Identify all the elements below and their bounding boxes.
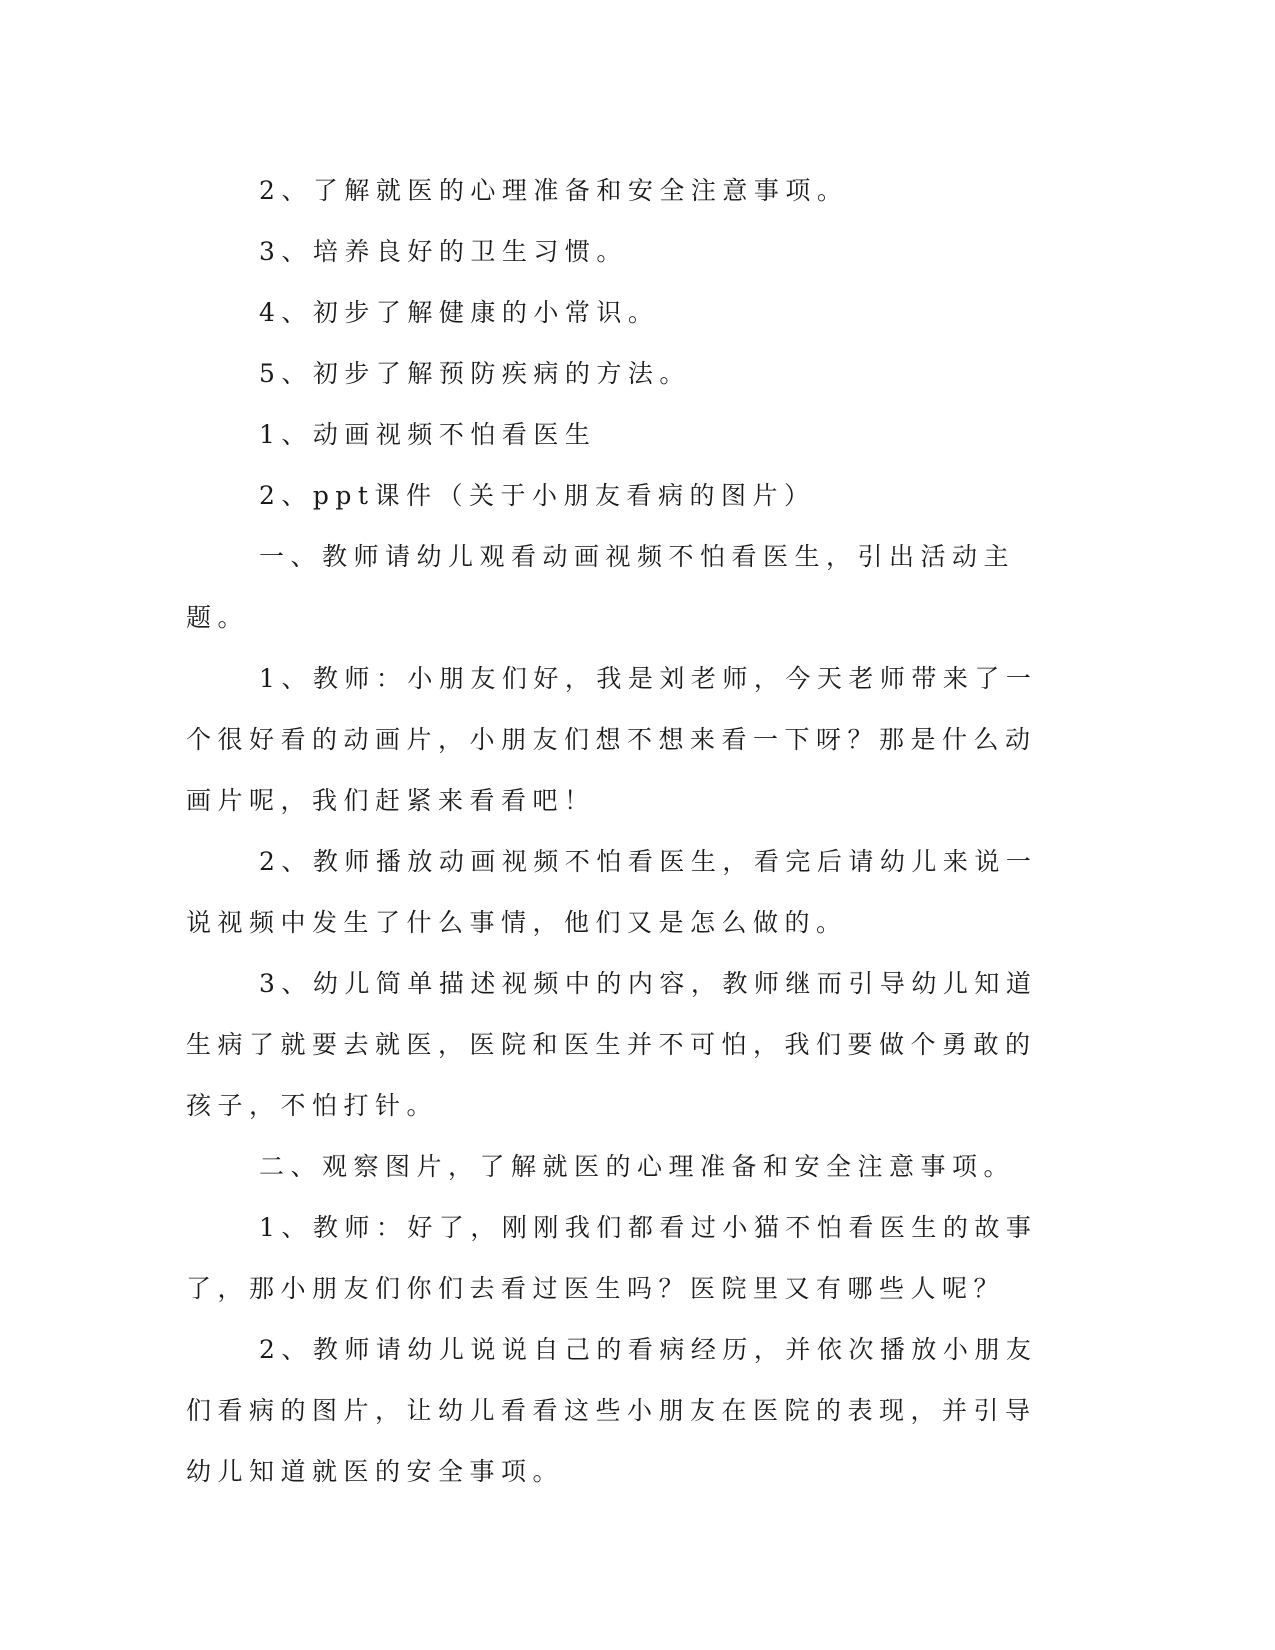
paragraph-section-2-step-2: 2、教师请幼儿说说自己的看病经历，并依次播放小朋友们看病的图片，让幼儿看看这些小朋友在医院的表现，并引导幼儿知道就医的安全事项。 (186, 1335, 1038, 1486)
paragraph-section-2-heading: 二、观察图片，了解就医的心理准备和安全注意事项。 (259, 1152, 1016, 1181)
paragraph-goal-5: 5、初步了解预防疾病的方法。 (259, 359, 691, 388)
paragraph-goal-2: 2、了解就医的心理准备和安全注意事项。 (259, 176, 849, 205)
paragraph-section-1-step-3: 3、幼儿简单描述视频中的内容，教师继而引导幼儿知道生病了就要去就医，医院和医生并不可怕，我们要做个勇敢的孩子，不怕打针。 (186, 969, 1038, 1120)
paragraph-material-2: 2、ppt课件（关于小朋友看病的图片） (259, 481, 816, 510)
paragraph-goal-3: 3、培养良好的卫生习惯。 (259, 237, 628, 266)
paragraph-section-1-heading: 一、教师请幼儿观看动画视频不怕看医生，引出活动主题。 (186, 542, 1016, 632)
paragraph-material-1: 1、动画视频不怕看医生 (259, 420, 597, 449)
document-body (186, 160, 1066, 1502)
paragraph-section-2-step-1: 1、教师：好了，刚刚我们都看过小猫不怕看医生的故事了，那小朋友们你们去看过医生吗？医院里又有哪些人呢？ (186, 1213, 1038, 1303)
paragraph-goal-4: 4、初步了解健康的小常识。 (259, 298, 660, 327)
paragraph-section-1-step-2: 2、教师播放动画视频不怕看医生，看完后请幼儿来说一说视频中发生了什么事情，他们又是怎么做的。 (186, 847, 1038, 937)
paragraph-section-1-step-1: 1、教师：小朋友们好，我是刘老师，今天老师带来了一个很好看的动画片，小朋友们想不想来看一下呀？那是什么动画片呢，我们赶紧来看看吧！ (186, 664, 1038, 815)
